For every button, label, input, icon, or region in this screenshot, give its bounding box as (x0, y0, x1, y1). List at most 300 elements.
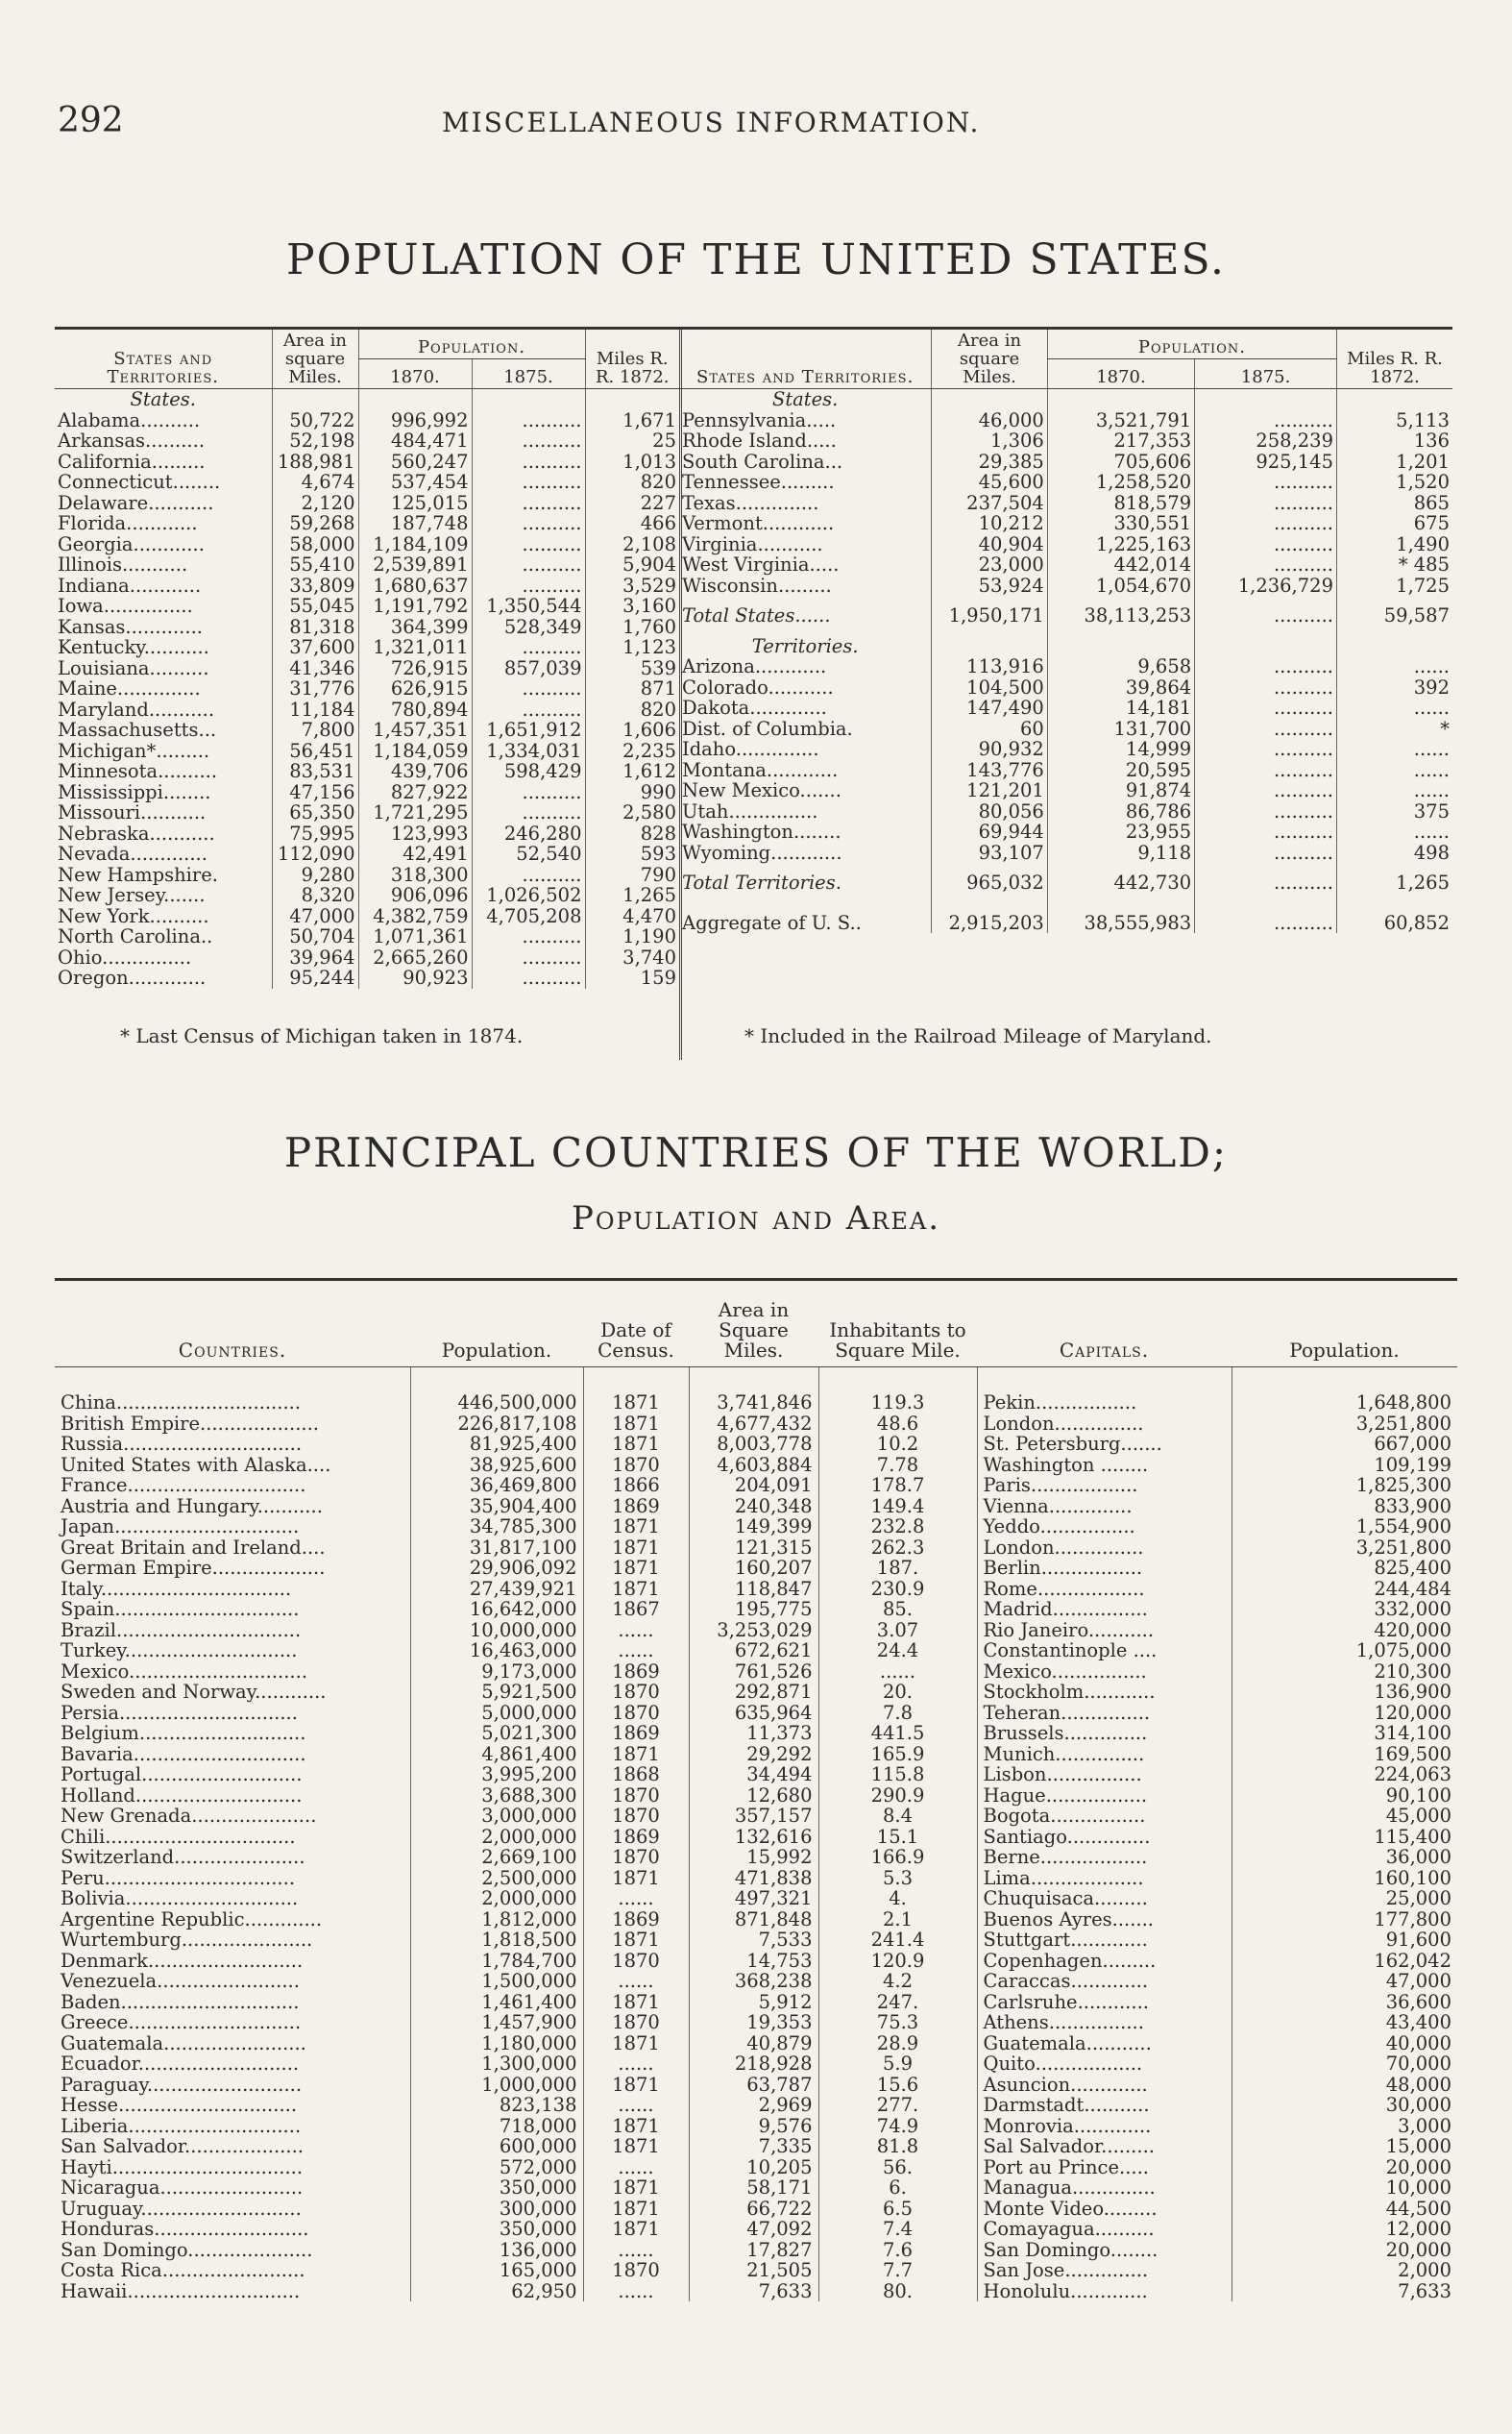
col-miles-rr: Miles R. R. 1872. (585, 330, 679, 389)
capital-name: Lisbon................ (977, 1764, 1232, 1785)
row-value: 4.2 (818, 1971, 977, 1992)
table-row (55, 2116, 1457, 2137)
row-value: 50,704 (272, 926, 358, 947)
capital-name: London............... (977, 1414, 1232, 1435)
row-value: 1,457,351 (358, 720, 472, 741)
row-value: 40,904 (932, 534, 1047, 555)
row-value: 17,827 (689, 2240, 818, 2261)
capital-name: Bogota................ (977, 1806, 1232, 1827)
row-value: 41,346 (272, 658, 358, 679)
row-value: 5,113 (1336, 410, 1452, 431)
row-value: 121,201 (932, 780, 1047, 801)
row-value: 350,000 (410, 2177, 583, 2199)
row-value: 1,812,000 (410, 1909, 583, 1930)
row-value: 36,000 (1232, 1847, 1457, 1868)
row-value: .......... (1195, 739, 1337, 760)
row-label: Aggregate of U. S.. (682, 911, 862, 934)
row-value: 865 (1336, 493, 1452, 514)
row-value: 1,554,900 (1232, 1516, 1457, 1537)
row-value: 258,239 (1195, 430, 1337, 452)
row-value: 871,848 (689, 1909, 818, 1930)
row-value: 9,658 (1047, 656, 1194, 677)
capital-name: Port au Prince..... (977, 2157, 1232, 2178)
row-value: 375 (1336, 801, 1452, 823)
capital-name: Monrovia............. (977, 2116, 1232, 2137)
col-world-population: Population. (410, 1281, 583, 1367)
table-row (55, 1827, 1457, 1848)
row-value: 965,032 (932, 873, 1047, 894)
capital-name: Paris.................. (977, 1475, 1232, 1496)
row-value: 56,451 (272, 741, 358, 762)
country-name: British Empire.................... (61, 1412, 320, 1435)
row-label: Kansas............. (58, 615, 203, 638)
capital-name: Quito.................. (977, 2053, 1232, 2075)
row-value: 1871 (583, 2199, 689, 2220)
row-value: 227 (585, 493, 679, 514)
row-value: .......... (1195, 656, 1337, 677)
row-value: 63,787 (689, 2075, 818, 2096)
row-value: 38,925,600 (410, 1455, 583, 1476)
row-value: 86,786 (1047, 801, 1194, 823)
row-label: Indiana............ (58, 574, 202, 597)
table-row (55, 761, 679, 782)
row-value: 7.8 (818, 1703, 977, 1724)
row-value: 1870 (583, 2260, 689, 2281)
country-name: Denmark.......................... (61, 1949, 304, 1972)
capital-name: Yeddo................ (977, 1516, 1232, 1537)
row-value: 12,000 (1232, 2219, 1457, 2240)
table-row (55, 844, 679, 865)
row-value: 19,353 (689, 2012, 818, 2033)
country-name: San Domingo..................... (61, 2238, 313, 2261)
row-label: Florida............ (58, 512, 198, 534)
row-value: 241.4 (818, 1930, 977, 1951)
row-value: 4,470 (585, 906, 679, 927)
row-value: 95,244 (272, 968, 358, 989)
row-label: Maryland........... (58, 698, 215, 721)
table-row (55, 824, 679, 845)
capital-name: Buenos Ayres....... (977, 1909, 1232, 1930)
row-value: 53,924 (932, 576, 1047, 597)
col-area-right: Area in square Miles. (932, 330, 1047, 389)
row-value: 115.8 (818, 1764, 977, 1785)
row-value: 38,113,253 (1047, 605, 1194, 627)
table-row (679, 780, 1452, 801)
row-value: 675 (1336, 513, 1452, 534)
row-label: Minnesota.......... (58, 760, 218, 782)
row-value: 8,320 (272, 885, 358, 906)
row-value: 1,457,900 (410, 2012, 583, 2033)
row-value: 1,184,059 (358, 741, 472, 762)
row-value: 598,429 (472, 761, 585, 782)
row-value: 3,688,300 (410, 1785, 583, 1807)
row-value: 10,000 (1232, 2177, 1457, 2199)
row-value: 1,265 (1336, 873, 1452, 894)
table-row (55, 637, 679, 658)
row-value: 1,321,011 (358, 637, 472, 658)
table-row (55, 410, 679, 431)
row-label: New Jersey....... (58, 884, 206, 906)
row-value: 62,950 (410, 2281, 583, 2302)
row-value: .......... (1195, 698, 1337, 719)
page-header (58, 101, 1460, 139)
row-value: 442,730 (1047, 873, 1194, 894)
table-row (55, 1620, 1457, 1641)
row-value: 537,454 (358, 472, 472, 493)
world-countries-title: PRINCIPAL COUNTRIES OF THE WORLD; (283, 1129, 1229, 1176)
row-value: 9,173,000 (410, 1661, 583, 1683)
row-value: 1,071,361 (358, 926, 472, 947)
row-value: 1868 (583, 1764, 689, 1785)
row-label: Dist. of Columbia. (682, 717, 853, 740)
row-value: 16,642,000 (410, 1599, 583, 1620)
capital-name: Hague................. (977, 1785, 1232, 1807)
table-row (55, 2157, 1457, 2178)
row-value: 925,145 (1195, 452, 1337, 473)
row-label: Nebraska........... (58, 822, 215, 845)
row-value: 705,606 (1047, 452, 1194, 473)
row-value: 560,247 (358, 452, 472, 473)
row-label: Total States...... (682, 604, 831, 627)
row-value: .......... (472, 430, 585, 452)
row-value: 857,039 (472, 658, 585, 679)
row-value: 1,054,670 (1047, 576, 1194, 597)
table-row (55, 1414, 1457, 1435)
table-row (679, 760, 1452, 781)
row-value: 1869 (583, 1661, 689, 1683)
row-value: 1871 (583, 1558, 689, 1579)
row-value: .......... (472, 678, 585, 700)
row-value: 1871 (583, 2177, 689, 2199)
row-value: 332,000 (1232, 1599, 1457, 1620)
col-area: Area in square Miles. (272, 330, 358, 389)
row-value: ...... (1336, 760, 1452, 781)
table-row (55, 2033, 1457, 2054)
row-value: 11,184 (272, 700, 358, 721)
row-value: 300,000 (410, 2199, 583, 2220)
table-row (679, 410, 1452, 431)
row-value: 147,490 (932, 698, 1047, 719)
group-label-states: States. (130, 388, 196, 410)
capital-name: Stockholm............ (977, 1682, 1232, 1703)
table-row (55, 1971, 1457, 1992)
row-value: 40,000 (1232, 2033, 1457, 2054)
table-row (55, 430, 679, 452)
country-name: Belgium............................ (61, 1722, 306, 1744)
row-value: 69,944 (932, 822, 1047, 843)
row-value: 290.9 (818, 1785, 977, 1807)
country-name: France.............................. (61, 1474, 306, 1496)
row-value: 58,171 (689, 2177, 818, 2199)
capital-name: Constantinople .... (977, 1640, 1232, 1661)
country-name: Hayti................................ (61, 2155, 304, 2178)
row-value: 90,932 (932, 739, 1047, 760)
table-row (55, 1909, 1457, 1930)
row-value: 80. (818, 2281, 977, 2302)
table-row (55, 1785, 1457, 1807)
row-value: 45,600 (932, 472, 1047, 493)
table-row (679, 513, 1452, 534)
row-value: 75.3 (818, 2012, 977, 2033)
row-value: 226,817,108 (410, 1414, 583, 1435)
row-value: .......... (1195, 493, 1337, 514)
row-value: 23,000 (932, 554, 1047, 576)
row-value: 1,075,000 (1232, 1640, 1457, 1661)
table-row (55, 720, 679, 741)
country-name: Wurtemburg...................... (61, 1929, 313, 1951)
table-row (55, 1930, 1457, 1951)
row-value: 277. (818, 2095, 977, 2116)
row-value: 240,348 (689, 1496, 818, 1517)
row-value: .......... (1195, 719, 1337, 740)
row-value: .......... (472, 637, 585, 658)
row-value: .......... (472, 513, 585, 534)
row-value: 827,922 (358, 782, 472, 803)
row-value: 149.4 (818, 1496, 977, 1517)
row-value: 1869 (583, 1496, 689, 1517)
row-value: 1871 (583, 2136, 689, 2157)
capital-name: Managua.............. (977, 2177, 1232, 2199)
row-value: .......... (1195, 554, 1337, 576)
row-value: 28.9 (818, 2033, 977, 2054)
row-value: 39,964 (272, 947, 358, 969)
table-row (55, 700, 679, 721)
row-value: 217,353 (1047, 430, 1194, 452)
row-value: 1870 (583, 1455, 689, 1476)
row-value: 1,026,502 (472, 885, 585, 906)
row-value: 121,315 (689, 1537, 818, 1559)
row-value: 83,531 (272, 761, 358, 782)
row-value: 2,000,000 (410, 1888, 583, 1909)
table-row (679, 605, 1452, 627)
row-value: 210,300 (1232, 1661, 1457, 1683)
row-value: 2,235 (585, 741, 679, 762)
table-row (55, 1992, 1457, 2013)
table-row (55, 513, 679, 534)
row-value: 119.3 (818, 1392, 977, 1414)
row-value: 7,800 (272, 720, 358, 741)
row-value: 159 (585, 968, 679, 989)
row-label: Dakota............. (682, 697, 827, 719)
row-value: 1871 (583, 2033, 689, 2054)
row-value: 118,847 (689, 1579, 818, 1600)
row-value: 93,107 (932, 843, 1047, 864)
table-row (55, 596, 679, 617)
capital-name: Pekin................. (977, 1392, 1232, 1414)
row-value: 3,251,800 (1232, 1414, 1457, 1435)
row-value: .......... (1195, 677, 1337, 699)
table-row (55, 658, 679, 679)
table-row (55, 554, 679, 576)
row-value: 162,042 (1232, 1951, 1457, 1972)
row-value: 113,916 (932, 656, 1047, 677)
row-value: 48.6 (818, 1414, 977, 1435)
country-name: Peru................................ (61, 1866, 296, 1889)
row-value: 47,000 (272, 906, 358, 927)
row-value: 45,000 (1232, 1806, 1457, 1827)
row-value: 1,180,000 (410, 2033, 583, 2054)
row-value: 60,852 (1336, 913, 1452, 934)
row-label: Tennessee......... (682, 471, 835, 493)
row-value: 166.9 (818, 1847, 977, 1868)
row-value: 37,600 (272, 637, 358, 658)
row-value: 466 (585, 513, 679, 534)
row-value: 4,861,400 (410, 1744, 583, 1765)
row-value: 1,300,000 (410, 2053, 583, 2075)
row-value: 91,874 (1047, 780, 1194, 801)
country-name: Japan............................... (61, 1515, 300, 1537)
table-row (679, 554, 1452, 576)
row-value: 20,000 (1232, 2157, 1457, 2178)
row-value: 314,100 (1232, 1723, 1457, 1744)
table-row (679, 801, 1452, 823)
row-value: 9,280 (272, 865, 358, 886)
world-countries-subtitle: Population and Area. (571, 1199, 941, 1238)
table-row (679, 452, 1452, 473)
country-name: Mexico.............................. (61, 1660, 308, 1683)
row-label: Michigan*......... (58, 739, 210, 762)
country-name: Guatemala........................ (61, 2031, 306, 2054)
row-value: 1870 (583, 1703, 689, 1724)
capital-name: Rio Janeiro........... (977, 1620, 1232, 1641)
table-row (55, 678, 679, 700)
row-value: 3,160 (585, 596, 679, 617)
capital-name: London............... (977, 1537, 1232, 1559)
country-name: Costa Rica........................ (61, 2259, 305, 2281)
col-inhabitants: Inhabitants to Square Mile. (818, 1281, 977, 1367)
row-value: 38,555,983 (1047, 913, 1194, 934)
row-value: 47,092 (689, 2219, 818, 2240)
row-label: Kentucky........... (58, 636, 209, 658)
us-table-right (679, 330, 1452, 1060)
row-value: 5,912 (689, 1992, 818, 2013)
country-name: Honduras.......................... (61, 2218, 309, 2240)
table-row (55, 782, 679, 803)
row-value: ...... (583, 2157, 689, 2178)
row-value: 718,000 (410, 2116, 583, 2137)
capital-name: Berne.................. (977, 1847, 1232, 1868)
row-value: 36,469,800 (410, 1475, 583, 1496)
row-value: 131,700 (1047, 719, 1194, 740)
table-row (55, 576, 679, 597)
row-value: 2.1 (818, 1909, 977, 1930)
row-value: .......... (1195, 873, 1337, 894)
row-value: 906,096 (358, 885, 472, 906)
row-value: 27,439,921 (410, 1579, 583, 1600)
row-value: 3,000 (1232, 2116, 1457, 2137)
row-value: 70,000 (1232, 2053, 1457, 2075)
row-value: 9,576 (689, 2116, 818, 2137)
table-row (55, 906, 679, 927)
country-name: Nicaragua........................ (61, 2176, 304, 2199)
row-value: 318,300 (358, 865, 472, 886)
row-value: 55,410 (272, 554, 358, 576)
row-value: .......... (472, 947, 585, 969)
row-value: * (1336, 719, 1452, 740)
row-value: 6. (818, 2177, 977, 2199)
table-row (55, 802, 679, 824)
table-row (679, 698, 1452, 719)
row-value: 1,612 (585, 761, 679, 782)
row-value: 33,809 (272, 576, 358, 597)
table-row (55, 1434, 1457, 1455)
row-value: 120.9 (818, 1951, 977, 1972)
row-label: Illinois........... (58, 553, 188, 576)
row-value: .......... (472, 452, 585, 473)
row-value: .......... (1195, 472, 1337, 493)
row-value: 75,995 (272, 824, 358, 845)
group-label-states-right: States. (771, 388, 839, 410)
row-value: 1,123 (585, 637, 679, 658)
country-name: Italy................................ (61, 1577, 292, 1600)
row-value: 5,921,500 (410, 1682, 583, 1703)
table-row (55, 1661, 1457, 1683)
us-population-title: POPULATION OF THE UNITED STATES. (285, 235, 1227, 284)
row-value: 667,000 (1232, 1434, 1457, 1455)
row-value: 16,463,000 (410, 1640, 583, 1661)
row-value: 109,199 (1232, 1455, 1457, 1476)
table-row (55, 1888, 1457, 1909)
row-value: .......... (472, 534, 585, 555)
row-value: 7,533 (689, 1930, 818, 1951)
row-value: 120,000 (1232, 1703, 1457, 1724)
table-row (55, 1764, 1457, 1785)
row-value: ...... (1336, 822, 1452, 843)
capital-name: Santiago.............. (977, 1827, 1232, 1848)
row-value: 136 (1336, 430, 1452, 452)
row-value: 1871 (583, 2075, 689, 2096)
row-value: 169,500 (1232, 1744, 1457, 1765)
row-value: ...... (583, 2281, 689, 2302)
row-value: 90,923 (358, 968, 472, 989)
row-value: .......... (472, 410, 585, 431)
capital-name: Stuttgart............. (977, 1930, 1232, 1951)
row-value: .......... (1195, 534, 1337, 555)
table-row (55, 947, 679, 969)
row-value: 10,000,000 (410, 1620, 583, 1641)
row-value: 1,760 (585, 617, 679, 638)
table-row (679, 656, 1452, 677)
row-value: 143,776 (932, 760, 1047, 781)
row-value: 14,999 (1047, 739, 1194, 760)
row-value: 244,484 (1232, 1579, 1457, 1600)
row-value: 392 (1336, 677, 1452, 699)
row-value: 230.9 (818, 1579, 977, 1600)
row-label: Mississippi........ (58, 780, 211, 803)
row-value: 1,606 (585, 720, 679, 741)
col-states-territories-right: States and Territories. (679, 330, 932, 389)
row-value: 1,680,637 (358, 576, 472, 597)
row-value: 761,526 (689, 1661, 818, 1683)
row-value: 572,000 (410, 2157, 583, 2178)
row-value: ...... (583, 1640, 689, 1661)
row-value: .......... (1195, 605, 1337, 627)
row-value: ...... (583, 2095, 689, 2116)
row-value: 20. (818, 1682, 977, 1703)
row-value: .......... (472, 865, 585, 886)
row-value: .......... (472, 576, 585, 597)
table-row (55, 741, 679, 762)
row-value: 330,551 (1047, 513, 1194, 534)
row-value: 8,003,778 (689, 1434, 818, 1455)
row-value: 2,915,203 (932, 913, 1047, 934)
row-value: 1,225,163 (1047, 534, 1194, 555)
row-value: 1870 (583, 1785, 689, 1807)
row-value: 828 (585, 824, 679, 845)
group-label: Territories. (751, 634, 859, 657)
row-value: 1870 (583, 1951, 689, 1972)
row-value: 996,992 (358, 410, 472, 431)
